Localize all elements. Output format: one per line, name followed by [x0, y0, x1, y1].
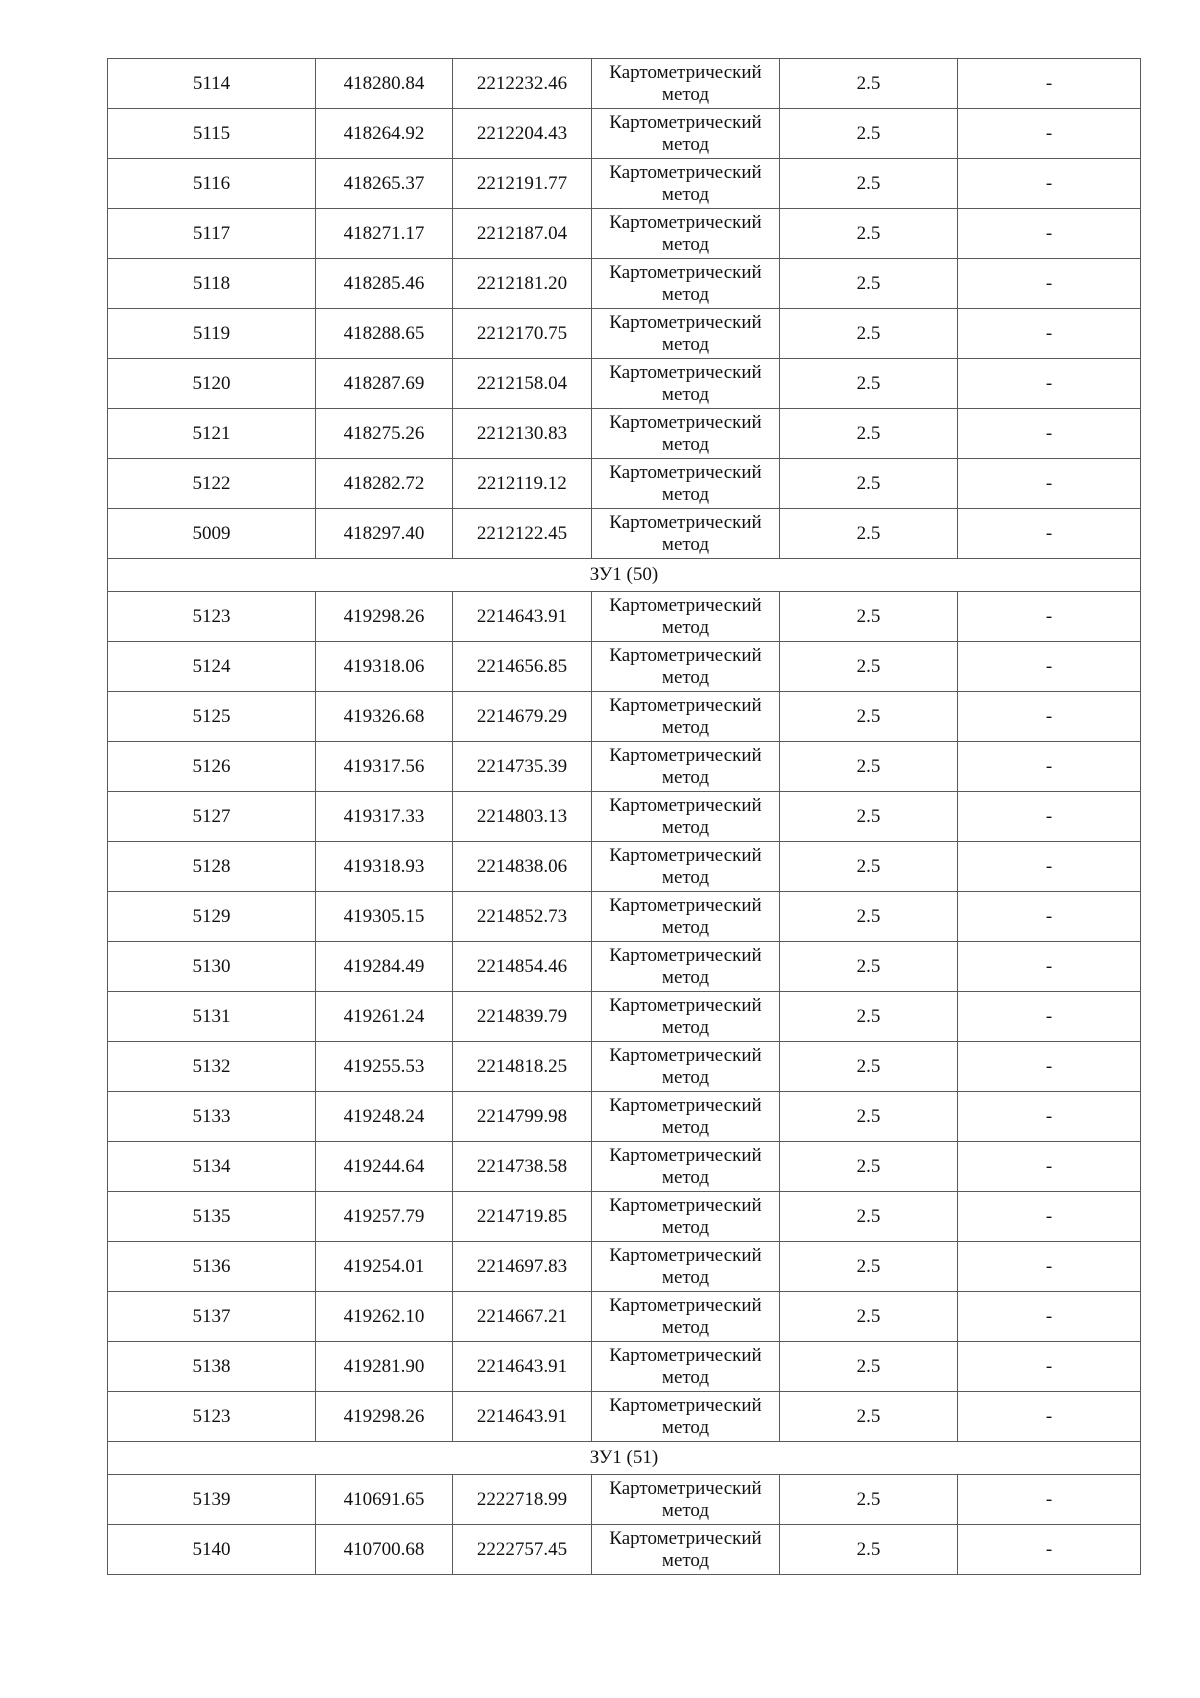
- method-line-2: метод: [661, 483, 710, 505]
- description-cell: -: [958, 1192, 1141, 1242]
- accuracy-cell: 2.5: [780, 259, 958, 309]
- y-coordinate-cell: 2212232.46: [453, 59, 592, 109]
- method-cell: [592, 892, 780, 942]
- point-number-cell: 5124: [108, 642, 316, 692]
- method-line-2: метод: [661, 666, 710, 688]
- x-coordinate-cell: 419305.15: [316, 892, 453, 942]
- x-coordinate-cell: 419248.24: [316, 1092, 453, 1142]
- description-cell: -: [958, 1142, 1141, 1192]
- y-coordinate-cell: 2222757.45: [453, 1525, 592, 1575]
- x-coordinate-cell: 410700.68: [316, 1525, 453, 1575]
- description-cell: -: [958, 892, 1141, 942]
- accuracy-cell: 2.5: [780, 209, 958, 259]
- x-coordinate-cell: 419284.49: [316, 942, 453, 992]
- method-line-1: Картометрический: [609, 744, 762, 766]
- method-cell: [592, 1392, 780, 1442]
- table-row: [108, 892, 1141, 942]
- description-cell: -: [958, 159, 1141, 209]
- x-coordinate-cell: 418264.92: [316, 109, 453, 159]
- point-number-cell: 5127: [108, 792, 316, 842]
- point-number-cell: 5133: [108, 1092, 316, 1142]
- y-coordinate-cell: 2214803.13: [453, 792, 592, 842]
- method-line-2: метод: [661, 83, 710, 105]
- table-row: [108, 1142, 1141, 1192]
- method-cell: [592, 742, 780, 792]
- method-line-1: Картометрический: [609, 311, 762, 333]
- method-line-2: метод: [661, 183, 710, 205]
- x-coordinate-cell: 419261.24: [316, 992, 453, 1042]
- y-coordinate-cell: 2214643.91: [453, 592, 592, 642]
- point-number-cell: 5125: [108, 692, 316, 742]
- method-line-1: Картометрический: [609, 111, 762, 133]
- x-coordinate-cell: 410691.65: [316, 1475, 453, 1525]
- accuracy-cell: 2.5: [780, 992, 958, 1042]
- table-row: [108, 109, 1141, 159]
- accuracy-cell: 2.5: [780, 942, 958, 992]
- x-coordinate-cell: 419318.06: [316, 642, 453, 692]
- description-cell: -: [958, 1475, 1141, 1525]
- method-cell: [592, 159, 780, 209]
- coordinates-table: [107, 58, 1141, 1575]
- table-row: [108, 159, 1141, 209]
- method-line-2: метод: [661, 1116, 710, 1138]
- point-number-cell: 5130: [108, 942, 316, 992]
- method-cell: [592, 459, 780, 509]
- description-cell: -: [958, 259, 1141, 309]
- x-coordinate-cell: 418265.37: [316, 159, 453, 209]
- method-line-2: метод: [661, 866, 710, 888]
- section-title: ЗУ1 (51): [108, 1442, 1141, 1475]
- method-line-2: метод: [661, 1316, 710, 1338]
- table-row: [108, 1042, 1141, 1092]
- method-cell: [592, 1142, 780, 1192]
- point-number-cell: 5120: [108, 359, 316, 409]
- y-coordinate-cell: 2212170.75: [453, 309, 592, 359]
- point-number-cell: 5138: [108, 1342, 316, 1392]
- point-number-cell: 5123: [108, 1392, 316, 1442]
- accuracy-cell: 2.5: [780, 1142, 958, 1192]
- y-coordinate-cell: 2212130.83: [453, 409, 592, 459]
- description-cell: -: [958, 792, 1141, 842]
- accuracy-cell: 2.5: [780, 409, 958, 459]
- point-number-cell: 5129: [108, 892, 316, 942]
- method-line-2: метод: [661, 233, 710, 255]
- y-coordinate-cell: 2214839.79: [453, 992, 592, 1042]
- method-line-2: метод: [661, 1016, 710, 1038]
- description-cell: -: [958, 1092, 1141, 1142]
- method-cell: [592, 1092, 780, 1142]
- y-coordinate-cell: 2214838.06: [453, 842, 592, 892]
- x-coordinate-cell: 419255.53: [316, 1042, 453, 1092]
- table-row: [108, 792, 1141, 842]
- section-header-row: [108, 1442, 1141, 1475]
- x-coordinate-cell: 419244.64: [316, 1142, 453, 1192]
- description-cell: -: [958, 642, 1141, 692]
- point-number-cell: 5132: [108, 1042, 316, 1092]
- method-line-2: метод: [661, 966, 710, 988]
- description-cell: -: [958, 592, 1141, 642]
- method-cell: [592, 1242, 780, 1292]
- accuracy-cell: 2.5: [780, 642, 958, 692]
- y-coordinate-cell: 2214643.91: [453, 1392, 592, 1442]
- method-line-1: Картометрический: [609, 694, 762, 716]
- table-row: [108, 742, 1141, 792]
- coordinates-table-body: [108, 59, 1141, 1575]
- accuracy-cell: 2.5: [780, 1525, 958, 1575]
- description-cell: -: [958, 209, 1141, 259]
- accuracy-cell: 2.5: [780, 842, 958, 892]
- point-number-cell: 5009: [108, 509, 316, 559]
- table-row: [108, 259, 1141, 309]
- description-cell: -: [958, 1042, 1141, 1092]
- table-row: [108, 592, 1141, 642]
- point-number-cell: 5123: [108, 592, 316, 642]
- method-line-1: Картометрический: [609, 1094, 762, 1116]
- y-coordinate-cell: 2222718.99: [453, 1475, 592, 1525]
- point-number-cell: 5140: [108, 1525, 316, 1575]
- method-cell: [592, 309, 780, 359]
- method-line-1: Картометрический: [609, 511, 762, 533]
- point-number-cell: 5134: [108, 1142, 316, 1192]
- method-line-2: метод: [661, 1549, 710, 1571]
- y-coordinate-cell: 2214738.58: [453, 1142, 592, 1192]
- description-cell: -: [958, 309, 1141, 359]
- description-cell: -: [958, 1242, 1141, 1292]
- table-row: [108, 459, 1141, 509]
- point-number-cell: 5126: [108, 742, 316, 792]
- y-coordinate-cell: 2212122.45: [453, 509, 592, 559]
- method-cell: [592, 592, 780, 642]
- description-cell: -: [958, 992, 1141, 1042]
- method-cell: [592, 1042, 780, 1092]
- y-coordinate-cell: 2214643.91: [453, 1342, 592, 1392]
- method-line-1: Картометрический: [609, 1244, 762, 1266]
- section-header-row: [108, 559, 1141, 592]
- y-coordinate-cell: 2214697.83: [453, 1242, 592, 1292]
- accuracy-cell: 2.5: [780, 359, 958, 409]
- method-line-2: метод: [661, 766, 710, 788]
- x-coordinate-cell: 419298.26: [316, 592, 453, 642]
- table-row: [108, 692, 1141, 742]
- method-line-1: Картометрический: [609, 461, 762, 483]
- method-line-2: метод: [661, 383, 710, 405]
- method-line-1: Картометрический: [609, 994, 762, 1016]
- x-coordinate-cell: 418275.26: [316, 409, 453, 459]
- description-cell: -: [958, 359, 1141, 409]
- accuracy-cell: 2.5: [780, 742, 958, 792]
- accuracy-cell: 2.5: [780, 1242, 958, 1292]
- accuracy-cell: 2.5: [780, 792, 958, 842]
- point-number-cell: 5118: [108, 259, 316, 309]
- point-number-cell: 5135: [108, 1192, 316, 1242]
- method-line-2: метод: [661, 1366, 710, 1388]
- method-cell: [592, 259, 780, 309]
- point-number-cell: 5122: [108, 459, 316, 509]
- description-cell: -: [958, 1342, 1141, 1392]
- table-row: [108, 1342, 1141, 1392]
- table-row: [108, 1392, 1141, 1442]
- description-cell: -: [958, 1392, 1141, 1442]
- method-line-1: Картометрический: [609, 1527, 762, 1549]
- y-coordinate-cell: 2212158.04: [453, 359, 592, 409]
- point-number-cell: 5116: [108, 159, 316, 209]
- y-coordinate-cell: 2212204.43: [453, 109, 592, 159]
- x-coordinate-cell: 418282.72: [316, 459, 453, 509]
- y-coordinate-cell: 2214656.85: [453, 642, 592, 692]
- accuracy-cell: 2.5: [780, 892, 958, 942]
- x-coordinate-cell: 419262.10: [316, 1292, 453, 1342]
- method-line-1: Картометрический: [609, 794, 762, 816]
- method-line-1: Картометрический: [609, 261, 762, 283]
- table-row: [108, 309, 1141, 359]
- description-cell: -: [958, 109, 1141, 159]
- accuracy-cell: 2.5: [780, 1042, 958, 1092]
- accuracy-cell: 2.5: [780, 1292, 958, 1342]
- description-cell: -: [958, 509, 1141, 559]
- x-coordinate-cell: 419318.93: [316, 842, 453, 892]
- description-cell: -: [958, 59, 1141, 109]
- method-line-2: метод: [661, 1416, 710, 1438]
- method-line-1: Картометрический: [609, 844, 762, 866]
- point-number-cell: 5128: [108, 842, 316, 892]
- method-line-1: Картометрический: [609, 644, 762, 666]
- accuracy-cell: 2.5: [780, 59, 958, 109]
- method-line-1: Картометрический: [609, 361, 762, 383]
- method-cell: [592, 1342, 780, 1392]
- description-cell: -: [958, 1292, 1141, 1342]
- point-number-cell: 5114: [108, 59, 316, 109]
- table-row: [108, 992, 1141, 1042]
- method-line-2: метод: [661, 816, 710, 838]
- method-cell: [592, 942, 780, 992]
- point-number-cell: 5136: [108, 1242, 316, 1292]
- table-row: [108, 1475, 1141, 1525]
- description-cell: -: [958, 942, 1141, 992]
- description-cell: -: [958, 742, 1141, 792]
- table-row: [108, 642, 1141, 692]
- y-coordinate-cell: 2214854.46: [453, 942, 592, 992]
- method-line-1: Картометрический: [609, 1194, 762, 1216]
- method-line-1: Картометрический: [609, 1044, 762, 1066]
- x-coordinate-cell: 419257.79: [316, 1192, 453, 1242]
- point-number-cell: 5139: [108, 1475, 316, 1525]
- x-coordinate-cell: 418271.17: [316, 209, 453, 259]
- method-line-2: метод: [661, 1216, 710, 1238]
- description-cell: -: [958, 692, 1141, 742]
- method-cell: [592, 1475, 780, 1525]
- accuracy-cell: 2.5: [780, 692, 958, 742]
- accuracy-cell: 2.5: [780, 1392, 958, 1442]
- method-cell: [592, 842, 780, 892]
- method-line-1: Картометрический: [609, 411, 762, 433]
- method-cell: [592, 109, 780, 159]
- x-coordinate-cell: 418288.65: [316, 309, 453, 359]
- method-line-2: метод: [661, 1166, 710, 1188]
- table-row: [108, 1192, 1141, 1242]
- point-number-cell: 5115: [108, 109, 316, 159]
- accuracy-cell: 2.5: [780, 459, 958, 509]
- table-row: [108, 1092, 1141, 1142]
- method-line-2: метод: [661, 283, 710, 305]
- x-coordinate-cell: 419254.01: [316, 1242, 453, 1292]
- method-line-2: метод: [661, 1499, 710, 1521]
- x-coordinate-cell: 418285.46: [316, 259, 453, 309]
- point-number-cell: 5131: [108, 992, 316, 1042]
- x-coordinate-cell: 418297.40: [316, 509, 453, 559]
- y-coordinate-cell: 2214735.39: [453, 742, 592, 792]
- method-line-1: Картометрический: [609, 1477, 762, 1499]
- y-coordinate-cell: 2212187.04: [453, 209, 592, 259]
- accuracy-cell: 2.5: [780, 309, 958, 359]
- x-coordinate-cell: 419317.33: [316, 792, 453, 842]
- accuracy-cell: 2.5: [780, 509, 958, 559]
- method-cell: [592, 409, 780, 459]
- y-coordinate-cell: 2214667.21: [453, 1292, 592, 1342]
- point-number-cell: 5121: [108, 409, 316, 459]
- method-line-2: метод: [661, 333, 710, 355]
- point-number-cell: 5117: [108, 209, 316, 259]
- table-row: [108, 1242, 1141, 1292]
- method-cell: [592, 509, 780, 559]
- table-row: [108, 1525, 1141, 1575]
- method-cell: [592, 1192, 780, 1242]
- x-coordinate-cell: 419317.56: [316, 742, 453, 792]
- y-coordinate-cell: 2214852.73: [453, 892, 592, 942]
- method-line-1: Картометрический: [609, 1394, 762, 1416]
- y-coordinate-cell: 2214799.98: [453, 1092, 592, 1142]
- method-line-1: Картометрический: [609, 211, 762, 233]
- method-line-2: метод: [661, 716, 710, 738]
- accuracy-cell: 2.5: [780, 1475, 958, 1525]
- method-line-2: метод: [661, 533, 710, 555]
- method-line-2: метод: [661, 1066, 710, 1088]
- method-line-1: Картометрический: [609, 161, 762, 183]
- table-row: [108, 59, 1141, 109]
- accuracy-cell: 2.5: [780, 592, 958, 642]
- method-cell: [592, 642, 780, 692]
- y-coordinate-cell: 2214679.29: [453, 692, 592, 742]
- method-cell: [592, 1525, 780, 1575]
- description-cell: -: [958, 459, 1141, 509]
- y-coordinate-cell: 2214818.25: [453, 1042, 592, 1092]
- table-row: [108, 942, 1141, 992]
- table-row: [108, 842, 1141, 892]
- accuracy-cell: 2.5: [780, 1092, 958, 1142]
- accuracy-cell: 2.5: [780, 1342, 958, 1392]
- x-coordinate-cell: 419326.68: [316, 692, 453, 742]
- method-cell: [592, 359, 780, 409]
- method-line-1: Картометрический: [609, 944, 762, 966]
- point-number-cell: 5119: [108, 309, 316, 359]
- accuracy-cell: 2.5: [780, 159, 958, 209]
- y-coordinate-cell: 2212119.12: [453, 459, 592, 509]
- y-coordinate-cell: 2212181.20: [453, 259, 592, 309]
- x-coordinate-cell: 419298.26: [316, 1392, 453, 1442]
- table-row: [108, 1292, 1141, 1342]
- method-line-2: метод: [661, 916, 710, 938]
- method-line-2: метод: [661, 133, 710, 155]
- method-line-1: Картометрический: [609, 594, 762, 616]
- table-row: [108, 359, 1141, 409]
- method-line-1: Картометрический: [609, 894, 762, 916]
- method-line-1: Картометрический: [609, 61, 762, 83]
- x-coordinate-cell: 419281.90: [316, 1342, 453, 1392]
- y-coordinate-cell: 2214719.85: [453, 1192, 592, 1242]
- method-cell: [592, 209, 780, 259]
- method-cell: [592, 792, 780, 842]
- y-coordinate-cell: 2212191.77: [453, 159, 592, 209]
- x-coordinate-cell: 418287.69: [316, 359, 453, 409]
- table-row: [108, 409, 1141, 459]
- description-cell: -: [958, 842, 1141, 892]
- method-line-1: Картометрический: [609, 1294, 762, 1316]
- accuracy-cell: 2.5: [780, 109, 958, 159]
- method-cell: [592, 1292, 780, 1342]
- table-row: [108, 209, 1141, 259]
- method-cell: [592, 59, 780, 109]
- method-line-1: Картометрический: [609, 1144, 762, 1166]
- description-cell: -: [958, 1525, 1141, 1575]
- description-cell: -: [958, 409, 1141, 459]
- method-line-2: метод: [661, 616, 710, 638]
- accuracy-cell: 2.5: [780, 1192, 958, 1242]
- table-row: [108, 509, 1141, 559]
- method-line-1: Картометрический: [609, 1344, 762, 1366]
- point-number-cell: 5137: [108, 1292, 316, 1342]
- method-line-2: метод: [661, 1266, 710, 1288]
- method-cell: [592, 692, 780, 742]
- x-coordinate-cell: 418280.84: [316, 59, 453, 109]
- method-line-2: метод: [661, 433, 710, 455]
- section-title: ЗУ1 (50): [108, 559, 1141, 592]
- method-cell: [592, 992, 780, 1042]
